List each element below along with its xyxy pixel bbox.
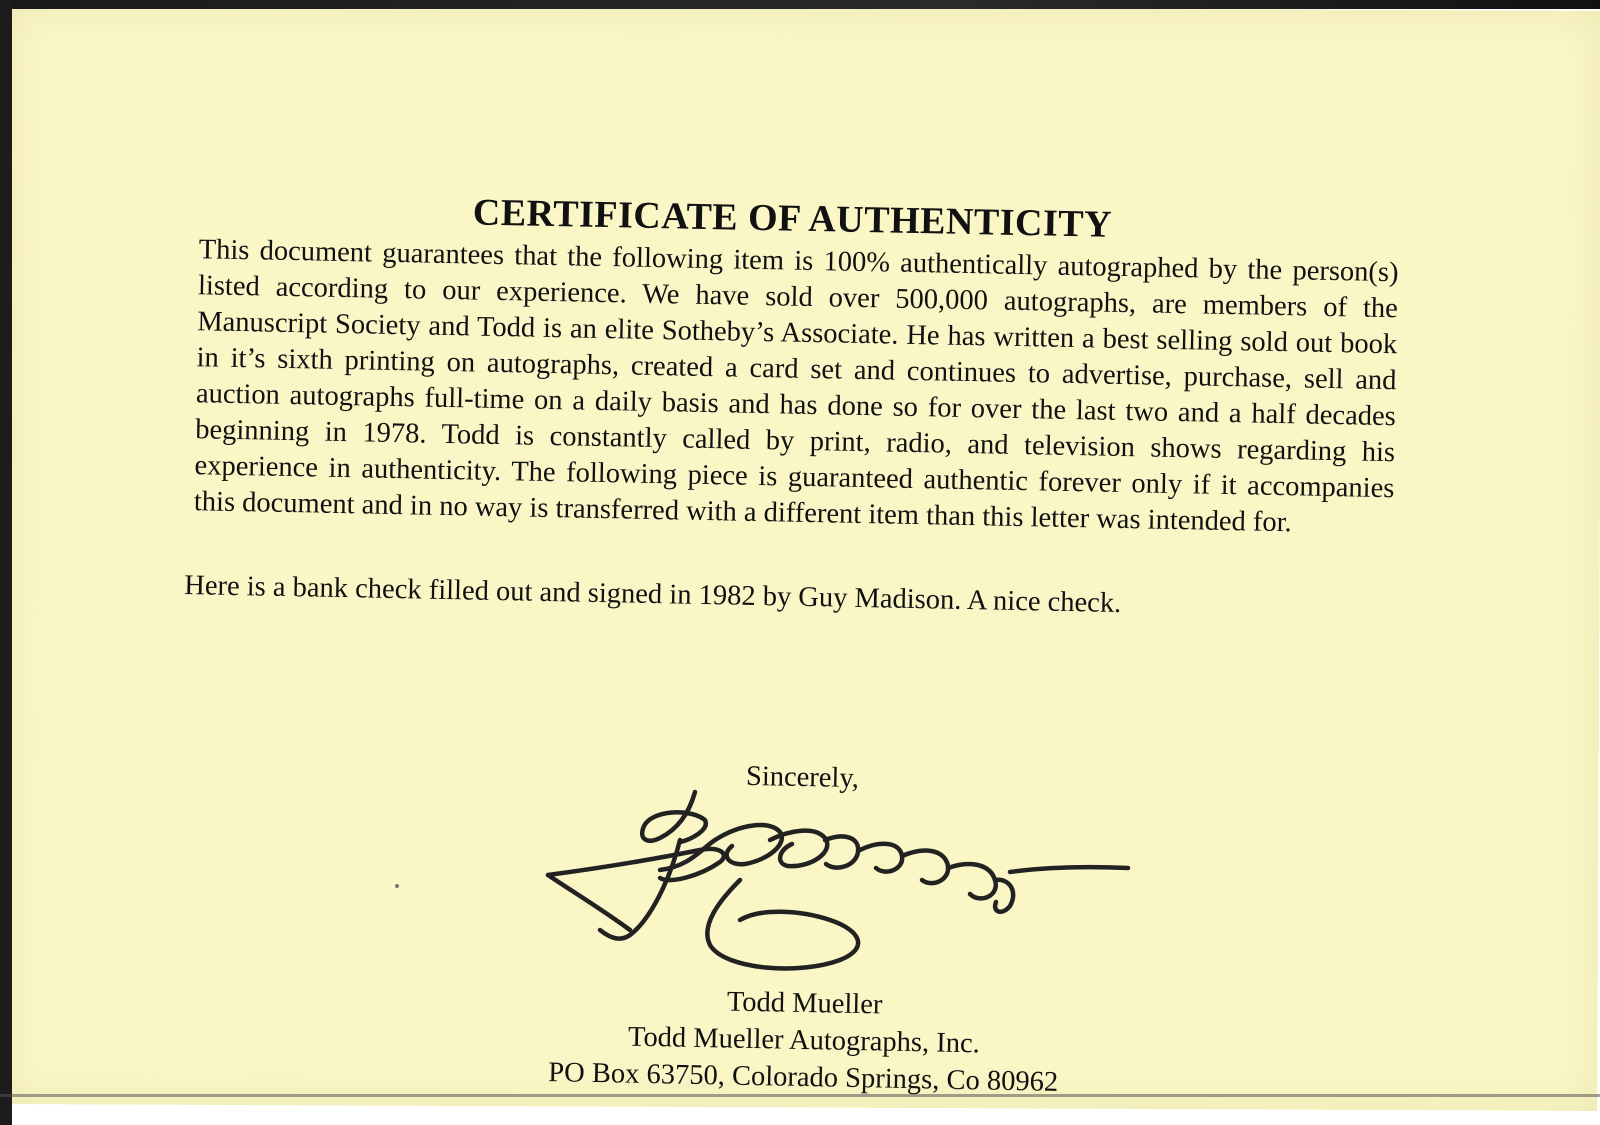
company-name: Todd Mueller Autographs, Inc. [627,1021,981,1060]
certificate-body: This document guarantees that the following item is 100% authentically autographed by the person(s) listed according to our experience. We have sold over 500,000 autographs, are members of the Manuscript Society and Todd is an elite Sotheby’s Associate. He has written a best selling sold out book in it’s sixth printing on autographs, created a card set and continues to advertise, purchase, sell and auction autographs full-time on a daily basis and has done so for over the last two and a half decades beginning in 1978. Todd is constantly called by print, radio, and television shows regarding his experience in authenticity. The following piece is guaranteed authentic forever only if it accompanies this document and in no way is transferred with a different item than this letter was intended for. [193,234,1399,539]
handwritten-signature [540,780,1150,990]
signature-block [378,977,1230,1104]
paper-speck [395,884,399,888]
item-description: Here is a bank check filled out and signed in 1982 by Guy Madison. A nice check. [183,570,1122,619]
scan-top-edge [0,0,1600,9]
company-address: PO Box 63750, Colorado Springs, Co 80962 [548,1057,1059,1098]
scan-left-edge [0,0,12,1125]
certificate-title: CERTIFICATE OF AUTHENTICITY [472,191,1113,246]
certificate-content [180,184,1398,627]
signer-name: Todd Mueller [726,986,883,1021]
closing-salutation: Sincerely, [745,760,860,795]
